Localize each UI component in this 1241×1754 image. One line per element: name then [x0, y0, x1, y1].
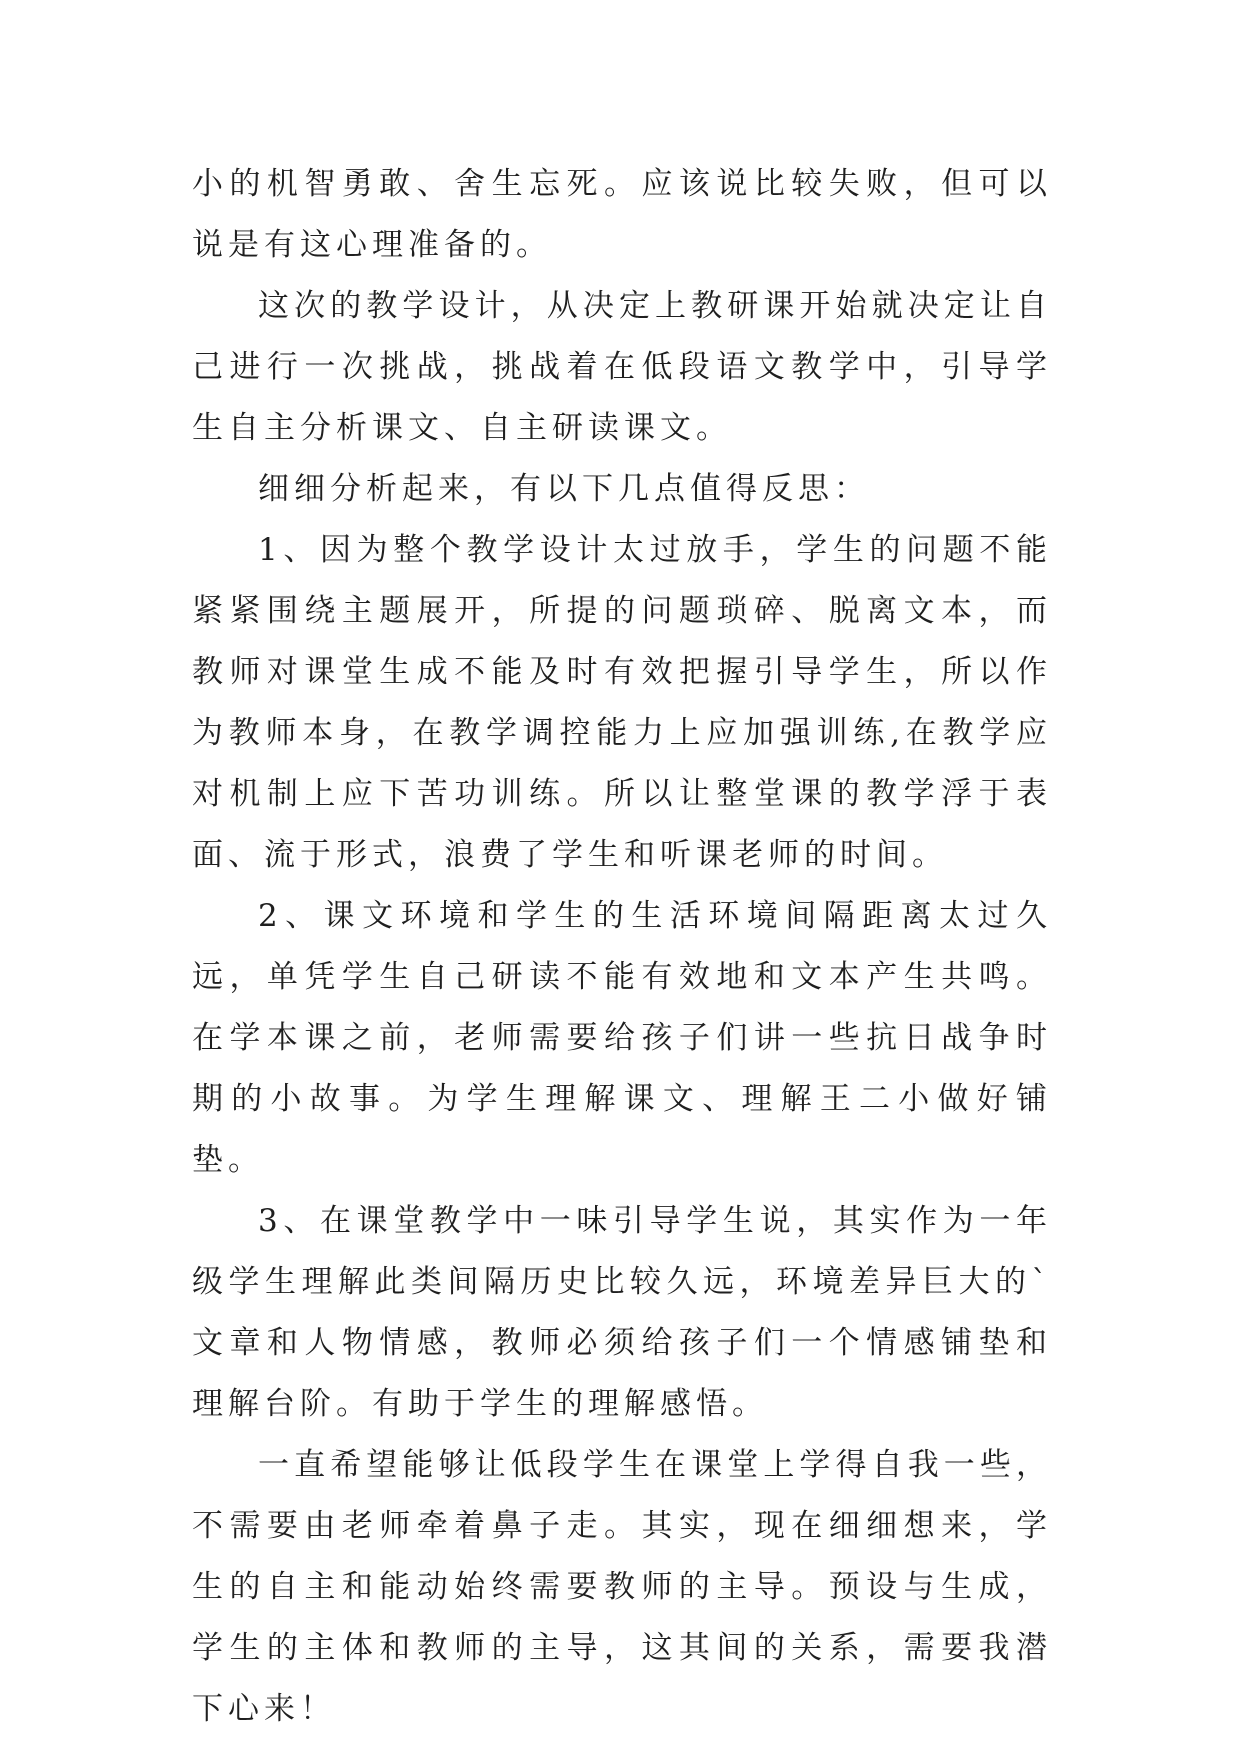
paragraph-continuation: 小的机智勇敢、舍生忘死。应该说比较失败，但可以说是有这心理准备的。	[192, 166, 1052, 263]
paragraph-conclusion: 一直希望能够让低段学生在课堂上学得自我一些，不需要由老师牵着鼻子走。其实，现在细细想来，学生的自主和能动始终需要教师的主导。预设与生成，学生的主体和教师的主导，这其间的关系，需要我潜下心来！	[192, 1447, 1052, 1727]
paragraph-point-3: 3、在课堂教学中一味引导学生说，其实作为一年级学生理解此类间隔历史比较久远，环境差异巨大的`文章和人物情感，教师必须给孩子们一个情感铺垫和理解台阶。有助于学生的理解感悟。	[192, 1203, 1052, 1422]
paragraph-design-intro: 这次的教学设计，从决定上教研课开始就决定让自己进行一次挑战，挑战着在低段语文教学中，引导学生自主分析课文、自主研读课文。	[192, 288, 1052, 446]
paragraph-point-1: 1、因为整个教学设计太过放手，学生的问题不能紧紧围绕主题展开，所提的问题琐碎、脱离文本，而教师对课堂生成不能及时有效把握引导学生，所以作为教师本身，在教学调控能力上应加强训练,在教学应对机制上应下苦功训练。所以让整堂课的教学浮于表面、流于形式，浪费了学生和听课老师的时间。	[192, 532, 1052, 873]
document-body	[192, 154, 1052, 1740]
paragraph-point-2: 2、课文环境和学生的生活环境间隔距离太过久远，单凭学生自己研读不能有效地和文本产生共鸣。在学本课之前，老师需要给孩子们讲一些抗日战争时期的小故事。为学生理解课文、理解王二小做好铺垫。	[192, 898, 1052, 1178]
paragraph-reflection-lead: 细细分析起来，有以下几点值得反思：	[258, 471, 870, 507]
